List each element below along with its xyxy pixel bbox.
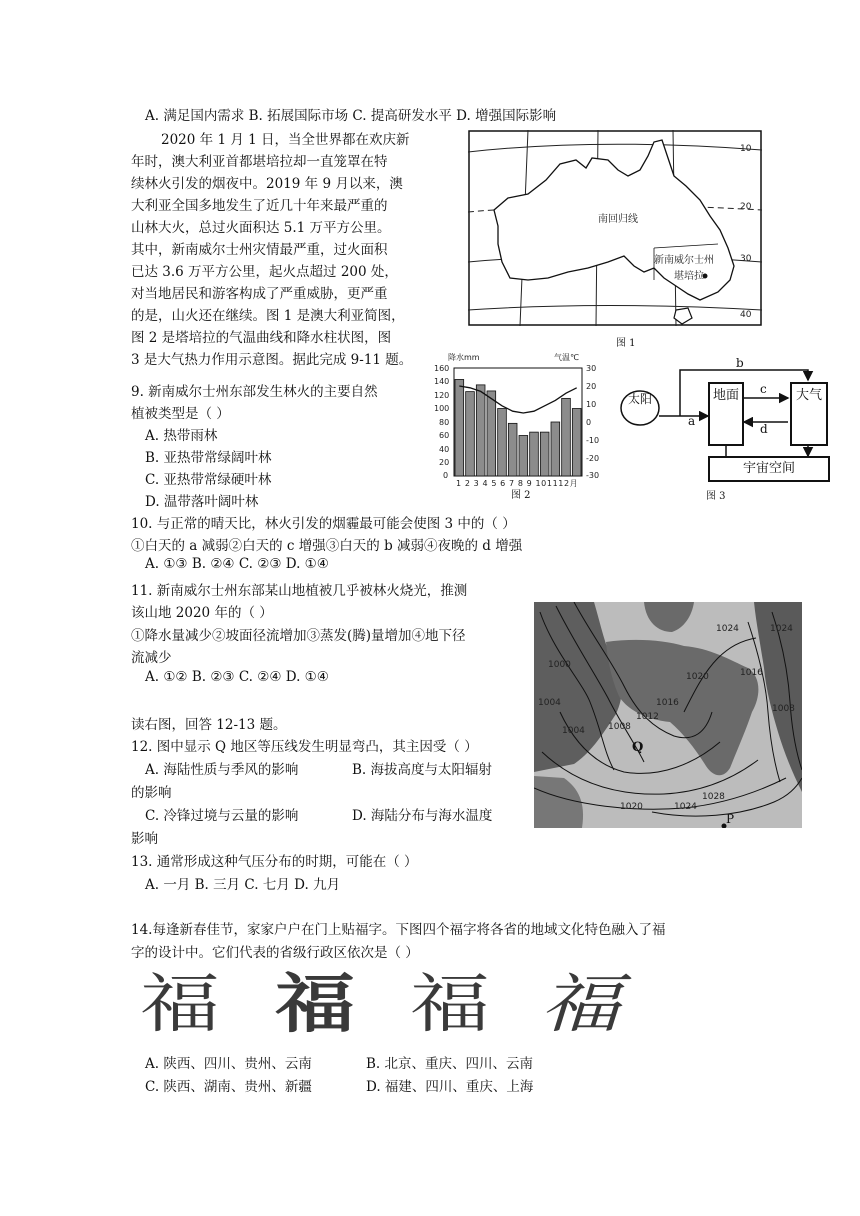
q11-items-cont: 流减少 [131, 650, 172, 666]
point-p-label: P [726, 812, 735, 826]
precip-tick: 20 [439, 458, 450, 467]
isobar-label: 1004 [562, 726, 585, 736]
space-box: 宇宙空间 [708, 456, 830, 482]
isobar-label: 1004 [538, 698, 561, 708]
intro-line: 年时，澳大利亚首都堪培拉却一直笼罩在特 [131, 154, 388, 170]
arrow-d-label: d [760, 422, 768, 436]
q13-options: A. 一月 B. 三月 C. 七月 D. 九月 [145, 877, 341, 893]
intro-line: 图 2 是塔培拉的气温曲线和降水柱状图，图 [131, 330, 392, 346]
q14-option-c: C. 陕西、湖南、贵州、新疆 [145, 1079, 312, 1095]
q9-option-a: A. 热带雨林 [145, 428, 218, 444]
q14-option-d: D. 福建、四川、重庆、上海 [366, 1079, 534, 1095]
point-q-label: Q [632, 740, 644, 755]
fu-glyph: 福 [275, 968, 355, 1042]
q10-items: ①白天的 a 减弱②白天的 c 增强③白天的 b 减弱④夜晚的 d 增强 [131, 538, 523, 554]
precip-tick: 120 [434, 391, 450, 400]
temp-tick: 30 [586, 364, 597, 373]
isobar-label: 1020 [620, 802, 643, 812]
precip-bar [519, 436, 528, 477]
precip-tick: 160 [434, 364, 450, 373]
isobar-label: 1012 [636, 712, 659, 722]
q14-option-a: A. 陕西、四川、贵州、云南 [145, 1056, 312, 1072]
precip-tick: 80 [439, 418, 450, 427]
intro-line: 续林火引发的烟夜中。2019 年 9 月以来，澳 [131, 176, 403, 192]
q9-option-d: D. 温带落叶阔叶林 [145, 494, 259, 510]
q13-stem: 13. 通常形成这种气压分布的时期，可能在（ ） [131, 854, 418, 870]
nsw-label: 新南威尔士州 [654, 255, 714, 266]
precip-bar [455, 379, 464, 476]
temp-axis-title: 气温℃ [554, 353, 579, 362]
canberra-label: 堪培拉 [674, 271, 704, 282]
isobar-label: 1008 [608, 722, 631, 732]
precip-tick: 60 [439, 431, 450, 440]
temp-tick: -30 [586, 471, 600, 480]
temp-tick: 10 [586, 400, 597, 409]
q10-options: A. ①③ B. ②④ C. ②③ D. ①④ [145, 556, 329, 572]
isobar-label: 1028 [702, 792, 725, 802]
q9-option-c: C. 亚热带常绿硬叶林 [145, 472, 272, 488]
figure-2-caption: 图 2 [511, 490, 531, 501]
month-labels: 1 2 3 4 5 6 7 8 9 101112月 [456, 479, 579, 488]
precip-bar [476, 385, 485, 476]
figure-1-australia-map [468, 130, 762, 326]
q12-option-d-cont: 影响 [131, 831, 158, 847]
isobar-label: 1024 [770, 624, 793, 634]
precip-bar [562, 398, 571, 476]
intro-line: 已达 3.6 万平方公里，起火点超过 200 处， [131, 264, 398, 280]
q9-stem-cont: 植被类型是（ ） [131, 406, 230, 422]
q9-option-b: B. 亚热带常绿阔叶林 [145, 450, 272, 466]
q11-stem: 11. 新南威尔士州东部某山地植被几乎被林火烧光，推测 [131, 583, 468, 599]
intro-line: 对当地居民和游客构成了严重威胁，更严重 [131, 286, 388, 302]
precip-bar [498, 409, 507, 477]
isobar-map [534, 602, 802, 828]
intro-line: 山林大火，总过火面积达 5.1 万平方公里。 [131, 220, 391, 236]
temp-tick: 0 [586, 418, 592, 427]
isobar-label: 1016 [740, 668, 763, 678]
precip-tick: 140 [434, 377, 450, 386]
sun-label: 太阳 [627, 392, 652, 406]
q14-stem-cont: 字的设计中。它们代表的省级行政区依次是（ ） [131, 945, 419, 961]
figure-3-heat-diagram [618, 358, 844, 486]
australia-map-svg [468, 130, 762, 326]
precip-bar [466, 392, 475, 476]
intro-line: 3 是大气热力作用示意图。据此完成 9-11 题。 [131, 352, 413, 368]
fu-characters-image [140, 966, 640, 1044]
temp-tick: 20 [586, 382, 597, 391]
q14-option-b: B. 北京、重庆、四川、云南 [366, 1056, 534, 1072]
intro-line: 2020 年 1 月 1 日，当全世界都在欢庆新 [161, 132, 410, 148]
arrow-a-label: a [688, 414, 696, 428]
precip-axis-title: 降水mm [448, 353, 480, 362]
isobar-label: 1020 [686, 672, 709, 682]
precip-bar [508, 423, 517, 476]
precip-tick: 0 [443, 471, 449, 480]
isobar-label: 1000 [548, 660, 571, 670]
q10-stem: 10. 与正常的晴天比，林火引发的烟霾最可能会使图 3 中的（ ） [131, 516, 516, 532]
q8-options: A. 满足国内需求 B. 拓展国际市场 C. 提高研发水平 D. 增强国际影响 [145, 108, 557, 124]
q14-stem: 14.每逢新春佳节，家家户户在门上贴福字。下图四个福字将各省的地域文化特色融入了福 [131, 922, 666, 938]
lat-label: 40 [740, 310, 752, 320]
atmosphere-box: 大气 [790, 382, 828, 446]
isobar-label: 1016 [656, 698, 679, 708]
figure-2-climate-chart [430, 350, 608, 496]
q12-option-d: D. 海陆分布与海水温度 [352, 808, 493, 824]
tropic-label: 南回归线 [598, 214, 638, 225]
isobar-label: 1024 [674, 802, 697, 812]
precip-bar [551, 422, 560, 476]
q9-stem: 9. 新南威尔士州东部发生林火的主要自然 [131, 384, 378, 400]
figure-3-caption: 图 3 [706, 491, 726, 502]
temp-tick: -20 [586, 454, 600, 463]
q11-stem-cont: 该山地 2020 年的（ ） [131, 605, 273, 621]
climate-chart-svg [430, 350, 608, 496]
lat-label: 20 [740, 202, 752, 212]
precip-bar [487, 391, 496, 476]
lat-label: 10 [740, 144, 752, 154]
isobar-label: 1008 [772, 704, 795, 714]
q12-option-b-cont: 的影响 [131, 785, 172, 801]
precip-bar [572, 409, 581, 477]
q12-option-b: B. 海拔高度与太阳辐射 [352, 762, 493, 778]
precip-tick: 40 [439, 445, 450, 454]
fu-glyph: 福 [140, 968, 220, 1042]
precip-bar [540, 432, 549, 476]
fu-glyph: 福 [410, 968, 490, 1042]
intro-line: 大利亚全国多地发生了近几十年来最严重的 [131, 198, 388, 214]
ground-box: 地面 [708, 382, 744, 446]
figure-1-caption: 图 1 [616, 338, 636, 349]
precip-bar [530, 432, 539, 476]
read-prompt: 读右图，回答 12-13 题。 [131, 717, 287, 733]
arrow-b-label: b [736, 356, 744, 370]
temp-tick: -10 [586, 436, 600, 445]
fu-glyph: 福 [540, 969, 620, 1040]
lat-label: 30 [740, 254, 752, 264]
q12-stem: 12. 图中显示 Q 地区等压线发生明显弯凸，其主因受（ ） [131, 739, 478, 755]
arrow-c-label: c [760, 382, 767, 396]
q12-option-a: A. 海陆性质与季风的影响 [145, 762, 299, 778]
q12-option-c: C. 冷锋过境与云量的影响 [145, 808, 299, 824]
intro-line: 的是，山火还在继续。图 1 是澳大利亚简图， [131, 308, 405, 324]
isobar-label: 1024 [716, 624, 739, 634]
isobar-map-svg [534, 602, 802, 828]
precip-tick: 100 [434, 404, 450, 413]
q11-items: ①降水量减少②坡面径流增加③蒸发(腾)量增加④地下径 [131, 628, 466, 644]
intro-line: 其中，新南威尔士州灾情最严重，过火面积 [131, 242, 388, 258]
q11-options: A. ①② B. ②③ C. ②④ D. ①④ [145, 669, 329, 685]
